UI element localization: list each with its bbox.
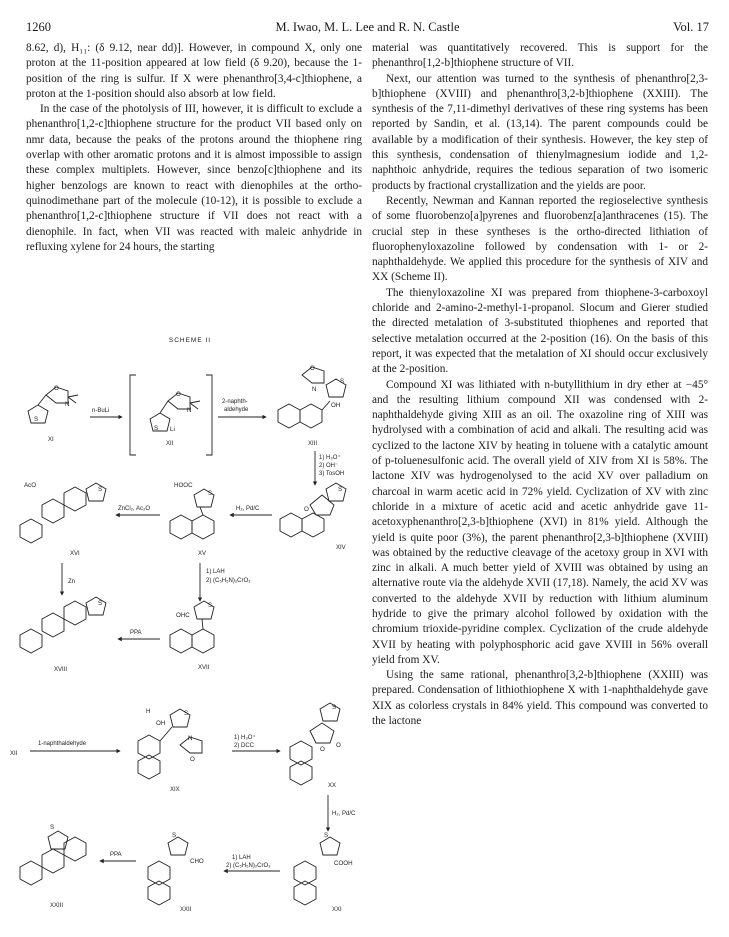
svg-text:ZnCl₂, Ac₂O: ZnCl₂, Ac₂O [118,506,150,512]
compound-XX [290,703,341,789]
svg-text:AcO: AcO [24,482,37,489]
svg-text:2) (C₅H₅N)₂CrO₃: 2) (C₅H₅N)₂CrO₃ [226,863,271,869]
svg-text:1) H₃O⁺: 1) H₃O⁺ [319,455,341,461]
compound-XI [28,385,78,443]
compound-XII [130,375,212,455]
svg-text:N: N [312,386,317,393]
running-header [26,20,709,40]
svg-text:COOH: COOH [334,860,353,867]
svg-text:S: S [98,486,103,493]
right-paragraph-4: The thienyloxazoline XI was prepared from thiophene-3-carboxoyl chloride and 2-amino-2-methyl-1-propanol. Slocum and Gierer studied the directed metalation of 3-substituted thiophenes and reported that selective metalation occurred at the 2-position (16). On the basis of this report, it was expected that the metalation of XI should occur exclusively at the 2-position. [372,286,708,376]
label-XXIII: XXIII [50,903,64,909]
compound-XIX [138,708,202,793]
svg-text:S: S [50,824,55,831]
svg-text:O: O [304,506,309,513]
svg-text:2-naphth-: 2-naphth- [222,399,248,405]
svg-text:OHC: OHC [176,612,190,619]
compound-XV [170,482,214,557]
scheme-title: SCHEME II [168,337,212,344]
svg-text:S: S [208,490,213,497]
svg-text:N: N [188,735,193,742]
label-XVI: XVI [70,551,80,557]
svg-text:S: S [98,600,103,607]
label-XVII: XVII [198,665,210,671]
svg-text:N: N [65,401,70,408]
volume-label: Vol. 17 [673,20,709,34]
svg-text:aldehyde: aldehyde [224,407,249,413]
svg-text:1) LAH: 1) LAH [206,569,225,575]
label-XX: XX [328,783,337,789]
label-XVIII: XVIII [54,667,68,673]
svg-text:S: S [332,704,337,711]
compound-XXI [294,832,353,913]
svg-text:H₂, Pd/C: H₂, Pd/C [236,506,260,512]
compound-XVII [170,601,214,671]
svg-text:OH: OH [156,720,166,727]
svg-text:S: S [340,378,345,385]
svg-text:O: O [54,385,59,392]
svg-text:S: S [338,486,343,493]
running-authors: M. Iwao, M. L. Lee and R. N. Castle [275,20,460,34]
svg-text:1) LAH: 1) LAH [232,855,251,861]
svg-text:PPA: PPA [130,630,142,636]
svg-text:S: S [324,832,329,839]
label-XIV: XIV [336,545,346,551]
svg-text:N: N [187,407,192,414]
svg-text:PPA: PPA [110,852,122,858]
label-XV: XV [198,551,207,557]
svg-text:S: S [184,710,189,717]
label-XIII: XIII [308,441,318,447]
svg-text:1) H₃O⁺: 1) H₃O⁺ [234,735,256,741]
label-XXI: XXI [332,907,342,913]
right-column [372,41,708,729]
svg-text:O: O [320,746,325,753]
left-paragraph-2: In the case of the photolysis of III, however, it is difficult to exclude a phenanthro[1,2-c]thiophene structure for the product VII based only on nmr data, because the peaks of the protons around the thiophene ring overlap with other aromatic protons and it is almost impossible to assign these complex multiplets. However, since benzo[c]thiophene and its higher benzologs are known to react with dienophiles at the ortho-quinodimethane part of the molecule (10-12), it is possible to exclude a phenanthro[1,2-c]thiophene structure if VII does not react with a dienophile. In fact, when VII was reacted with maleic anhydride in refluxing xylene for 24 hours, the starting [26,103,362,253]
svg-text:OH: OH [331,402,341,409]
compound-XIV [280,483,346,551]
svg-text:1-naphthaldehyde: 1-naphthaldehyde [38,741,87,747]
svg-text:CHO: CHO [190,858,204,865]
svg-text:S: S [172,832,177,839]
compound-XVI [20,482,106,557]
svg-text:O: O [176,391,181,398]
svg-text:Li: Li [170,426,175,433]
page-number: 1260 [26,20,51,34]
right-paragraph-3: Recently, Newman and Kannan reported the regioselective synthesis of some fluorobenzo[a]pyrenes and fluorobenz[a]anthracenes (15). The crucial step in these syntheses is the ortho-directed lithiation of fluorophenyloxazoline followed by condensation with 1- or 2-naphthaldehyde. We applied this procedure for the synthesis of XIV and XX (Scheme II). [372,194,708,284]
svg-text:2) (C₅H₅N)₂CrO₃: 2) (C₅H₅N)₂CrO₃ [206,578,251,584]
label-XII-left: XII [10,751,18,757]
right-paragraph-5: Compound XI was lithiated with n-butyllithium in dry ether at −45° and the resulting lithium compound XII was condensed with 2-naphthaldehyde giving XIII as an oil. The oxazoline ring of XIII was hydrolysed with a combination of acid and alkali. The resulting acid was cyclized to the lactone XIV by heating in toluene with a catalytic amount of p-toluenesulfonic acid. The overall yield of XIV from XI is 58%. The lactone XIV was hydrogenolysed to the acid XV over palladium on charcoal in warm acetic acid in 72% yield. Cyclization of XV with zinc chloride in a mixture of acetic acid and acetic anhydride gave 11-acetoxyphenanthro[2,3-b]thiophene (XVI) in 81% yield. Although the yield is quite poor (3%), the parent phenanthro[2,3-b]thiophene (XVIII) was obtained by the reductive cleavage of the acetoxy group in XVI with zinc in alkali. A much better yield of XVIII was obtained by using an alternative route via the aldehyde XVII (17,18). Namely, the acid XV was converted to the aldehyde XVII by reduction with lithium aluminum hydride to give the primary alcohol followed by oxidation with the chromium trioxide-pyridine complex. Cyclization of the crude aldehyde XVII by heating with polyphosphoric acid gave XVIII in 56% overall yield from XV. [372,378,708,666]
left-column [26,41,362,255]
svg-text:O: O [190,756,195,763]
compound-XIII [278,365,346,447]
label-XXII: XXII [180,907,192,913]
svg-text:O: O [336,742,341,749]
svg-text:S: S [208,602,213,609]
compound-XVIII [20,597,106,673]
label-XII: XII [166,441,174,447]
svg-text:Zn: Zn [68,579,76,585]
svg-text:O: O [310,365,315,372]
svg-text:H₂, Pd/C: H₂, Pd/C [332,811,356,817]
compound-XXIII [20,824,86,909]
right-paragraph-6: Using the same rational, phenanthro[3,2-b]thiophene (XXIII) was prepared. Condensation of lithiothiophene X with 1-naphthaldehyde gave XIX as colorless crystals in 84% yield. This compound was converted to the lactone [372,669,708,728]
svg-text:HOOC: HOOC [174,482,193,489]
svg-text:H: H [146,708,151,715]
right-paragraph-2: Next, our attention was turned to the synthesis of phenanthro[2,3-b]thiophene (XVIII) and phenanthro[3,2-b]thiophene (XXIII). The synthesis of the 7,11-dimethyl derivatives of these ring systems has been reported by Sandin, et al. (13,14). The parent compounds could be available by a modification of their synthesis. However, the key step of this synthesis, condensation of thienylmagnesium iodide and 1,2-naphthoic anhydride, requires the tedious separation of two isomeric products by fractional crystallization and the yields are poor. [372,72,708,192]
label-XI: XI [48,437,54,443]
label-XIX: XIX [170,787,180,793]
svg-text:2) DCC: 2) DCC [234,743,255,749]
svg-text:S: S [154,425,159,432]
right-paragraph-1: material was quantitatively recovered. This is support for the phenanthro[1,2-b]thiophene structure of VII. [372,42,708,70]
compound-XXII [148,832,204,913]
svg-text:2) OH⁻: 2) OH⁻ [319,463,339,469]
reagent-buli: n-BuLi [92,408,110,414]
svg-text:3) TosOH: 3) TosOH [319,471,345,477]
atom-S: S [34,416,39,423]
left-paragraph-1: 8.62, d), H₁₁: (δ 9.12, near dd)]. However, in compound X, only one proton at the 11-position appeared at low field (δ 9.20), because the 1-position of the ring is sulfur. If X were phenanthro[3,4-c]thiophene, a proton at the 1-position should also absorb at low field. [26,42,362,100]
reaction-scheme [10,345,365,925]
